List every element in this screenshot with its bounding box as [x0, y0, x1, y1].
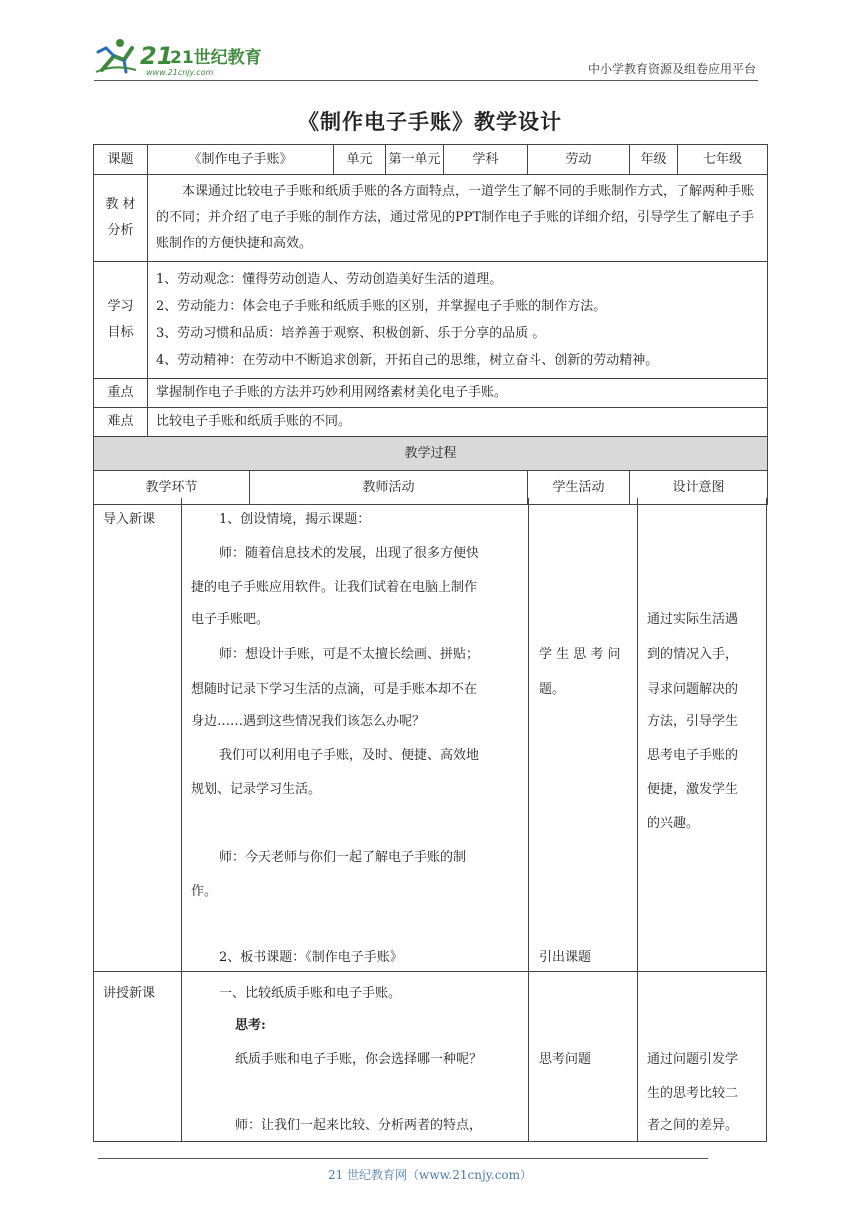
goal-item: 4、劳动精神：在劳动中不断追求创新，开拓自己的思维，树立奋斗、创新的劳动精神。 — [156, 353, 659, 368]
analysis-paragraph: 本课通过比较电子手账和纸质手账的各方面特点，一道学生了解不同的手账制作方式，了解两种手账的不同；并介绍了电子手账的制作方法，通过常见的PPT制作电子手账的详细介绍，引导学生了解电子手账制作的方便快捷和高效。 — [156, 184, 755, 251]
goal-item: 2、劳动能力：体会电子手账和纸质手账的区别，并掌握电子手账的制作方法。 — [156, 299, 607, 314]
header-divider — [94, 80, 758, 81]
student-line: 引出课题 — [539, 950, 592, 965]
platform-name: 中小学教育资源及组卷应用平台 — [587, 62, 756, 76]
teacher-line: 捷的电子手账应用软件。让我们试着在电脑上制作 — [191, 580, 478, 595]
goal-item: 3、劳动习惯和品质：培养善于观察、积极创新、乐于分享的品质 。 — [156, 326, 546, 341]
runner-icon — [96, 39, 136, 72]
column-header-student: 学生活动 — [528, 471, 630, 505]
key-point-text: 掌握制作电子手账的方法并巧妙利用网络素材美化电子手账。 — [148, 379, 768, 408]
page-title: 《制作电子手账》教学设计 — [298, 110, 562, 134]
footer-divider — [98, 1158, 708, 1159]
intent-line: 者之间的差异。 — [647, 1118, 739, 1133]
analysis-text — [148, 175, 768, 262]
teacher-line: 一、比较纸质手账和电子手账。 — [219, 986, 402, 1001]
grade-value: 七年级 — [678, 145, 768, 175]
intent-line: 便捷，激发学生 — [647, 782, 739, 797]
process-title: 教学过程 — [94, 437, 768, 471]
goal-item: 1、劳动观念：懂得劳动创造人、劳动创造美好生活的道理。 — [156, 272, 503, 287]
unit-value: 第一单元 — [386, 145, 444, 175]
subject-label: 学科 — [444, 145, 528, 175]
analysis-label-line1: 教 材 — [105, 197, 136, 212]
teacher-line: 作。 — [191, 884, 218, 899]
goals-row — [94, 262, 768, 379]
difficulty-text: 比较电子手账和纸质手账的不同。 — [148, 408, 768, 437]
svg-text:www.21cnjy.com: www.21cnjy.com — [146, 68, 214, 77]
stage-intro: 导入新课 — [103, 512, 156, 527]
intent-line: 通过问题引发学 — [647, 1052, 739, 1067]
intent-line: 到的情况入手， — [647, 647, 739, 662]
column-header-stage: 教学环节 — [94, 471, 250, 505]
topic-value: 《制作电子手账》 — [148, 145, 334, 175]
teacher-line: 师：想设计手账，可是不太擅长绘画、拼贴； — [219, 647, 480, 662]
intent-line: 的兴趣。 — [647, 816, 700, 831]
teacher-line: 电子手账吧。 — [191, 612, 270, 627]
teacher-line: 我们可以利用电子手账，及时、便捷、高效地 — [219, 748, 480, 763]
student-line: 题。 — [539, 682, 566, 697]
goals-label-line2: 目标 — [107, 325, 134, 340]
process-body — [93, 498, 767, 1142]
intent-line: 寻求问题解决的 — [647, 682, 739, 697]
intent-line: 通过实际生活遇 — [647, 612, 739, 627]
analysis-label — [94, 175, 148, 262]
teacher-line: 规划、记录学习生活。 — [191, 782, 322, 797]
student-line: 思考问题 — [539, 1052, 592, 1067]
footer-link[interactable]: 21 世纪教育网（www.21cnjy.com） — [327, 1168, 533, 1182]
stage-lecture: 讲授新课 — [103, 986, 156, 1001]
teacher-line: 1、创设情境，揭示课题： — [219, 512, 371, 527]
difficulty-row — [94, 408, 768, 437]
teacher-line: 身边……遇到这些情况我们该怎么办呢？ — [191, 714, 426, 729]
intent-line: 生的思考比较二 — [647, 1086, 739, 1101]
intent-line: 思考电子手账的 — [647, 748, 739, 763]
goals-label-line1: 学习 — [107, 299, 134, 314]
topic-label: 课题 — [94, 145, 148, 175]
key-point-row — [94, 379, 768, 408]
column-header-teacher: 教师活动 — [250, 471, 528, 505]
unit-label: 单元 — [334, 145, 386, 175]
teacher-line: 师：让我们一起来比较、分析两者的特点， — [235, 1118, 483, 1133]
student-line: 学 生 思 考 问 — [539, 647, 621, 662]
analysis-row — [94, 175, 768, 262]
teacher-line: 想随时记录下学习生活的点滴，可是手账本却不在 — [191, 682, 478, 697]
subject-value: 劳动 — [528, 145, 630, 175]
svg-text:21世纪教育: 21世纪教育 — [170, 48, 262, 68]
analysis-label-line2: 分析 — [107, 223, 134, 238]
teacher-line: 师：今天老师与你们一起了解电子手账的制 — [219, 850, 467, 865]
teacher-line: 纸质手账和电子手账，你会选择哪一种呢？ — [235, 1052, 483, 1067]
teacher-line: 师：随着信息技术的发展，出现了很多方便快 — [219, 546, 480, 561]
key-point-label: 重点 — [94, 379, 148, 408]
column-header-intent: 设计意图 — [630, 471, 768, 505]
svg-text:21: 21 — [140, 42, 174, 70]
info-row — [94, 145, 768, 175]
goals-list — [148, 262, 768, 379]
grade-label: 年级 — [630, 145, 678, 175]
lesson-plan-table — [93, 144, 768, 505]
teacher-line: 思考: — [235, 1018, 266, 1033]
teacher-line: 2、板书课题：《制作电子手账》 — [219, 950, 403, 965]
process-section-header — [94, 437, 768, 471]
goals-label — [94, 262, 148, 379]
intent-line: 方法，引导学生 — [647, 714, 739, 729]
site-logo — [94, 34, 274, 80]
difficulty-label: 难点 — [94, 408, 148, 437]
